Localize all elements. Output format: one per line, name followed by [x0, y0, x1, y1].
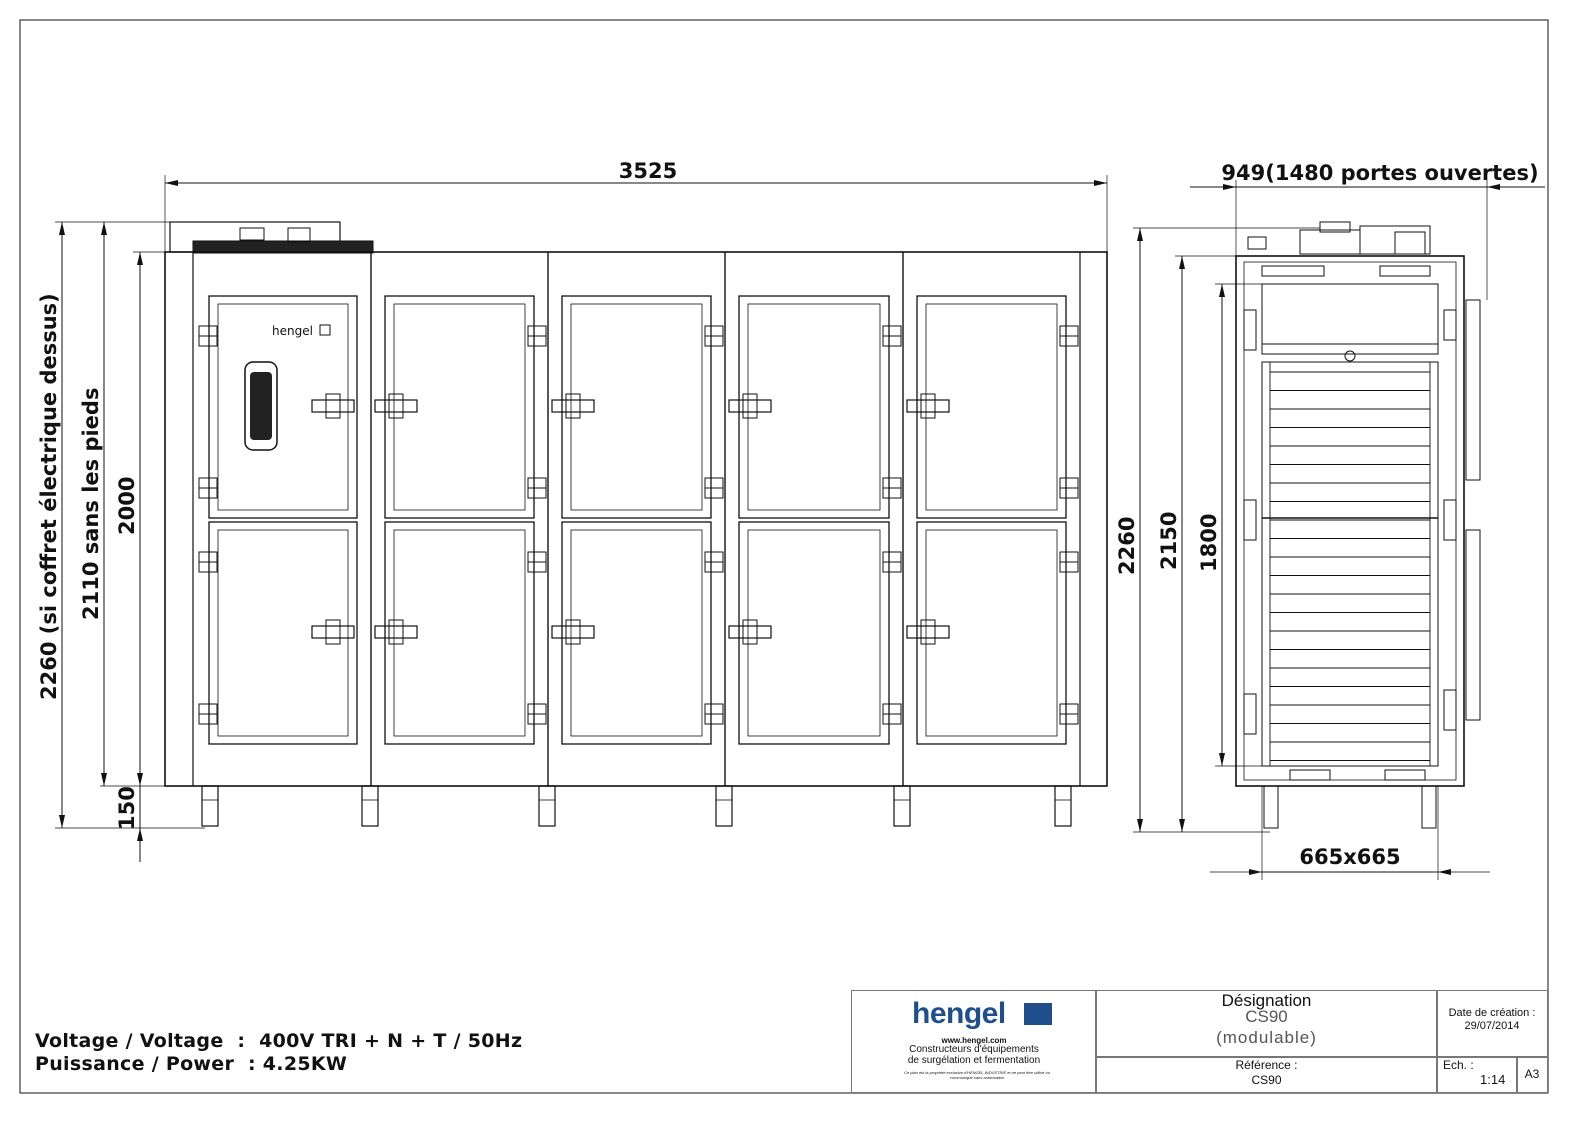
title-block-format — [1516, 1056, 1548, 1093]
foot — [362, 786, 378, 826]
spec-voltage: Voltage / Voltage : 400V TRI + N + T / 50Hz — [35, 1030, 523, 1052]
logo-mark-icon — [1024, 1003, 1052, 1025]
dim-side-width: 949(1480 portes ouvertes) — [1221, 161, 1539, 185]
title-block-reference — [1095, 1056, 1438, 1093]
scale-value: 1:14 — [1480, 1072, 1506, 1087]
scale-label: Ech. : — [1443, 1058, 1474, 1072]
dim-total-height: 2260 (si coffret électrique dessus) — [37, 293, 61, 700]
designation-value: CS90 — [1245, 1007, 1288, 1026]
foot — [539, 786, 555, 826]
foot — [716, 786, 732, 826]
dim-feet: 150 — [115, 786, 139, 830]
title-block-designation — [1095, 990, 1438, 1058]
company-tagline-1: Constructeurs d'équipements — [909, 1044, 1039, 1055]
format-value: A3 — [1524, 1067, 1540, 1081]
side-view — [1236, 222, 1480, 828]
front-view — [165, 222, 1107, 826]
door-panel — [385, 296, 534, 518]
door-panel — [739, 522, 889, 744]
legal-notice: Ce plan est la propriété exclusive d'HENGEL INDUSTRIE et ne peut être utilisé ou communiqué sans autorisation — [904, 1070, 1050, 1080]
door-panel — [739, 296, 889, 518]
title-block-company — [851, 990, 1097, 1093]
date-value: 29/07/2014 — [1464, 1020, 1520, 1032]
reference-label: Référence : — [1235, 1058, 1298, 1072]
dim-side-mid: 2150 — [1157, 511, 1181, 570]
company-tagline-2: de surgélation et fermentation — [907, 1055, 1041, 1066]
foot — [202, 786, 218, 826]
dim-base: 665x665 — [1299, 845, 1401, 869]
date-label: Date de création : — [1448, 1007, 1536, 1019]
door-brand-label: hengel — [272, 324, 313, 338]
dim-side-inner: 1800 — [1197, 513, 1221, 572]
door-panel — [917, 296, 1066, 518]
dim-side-total: 2260 — [1115, 516, 1139, 575]
foot — [894, 786, 910, 826]
foot — [1055, 786, 1071, 826]
dim-front-width: 3525 — [618, 159, 678, 183]
dim-no-feet: 2110 sans les pieds — [79, 387, 103, 620]
company-website: www.hengel.com — [941, 1036, 1007, 1045]
designation-label: Désignation — [1221, 991, 1312, 1010]
reference-value: CS90 — [1251, 1073, 1282, 1087]
dim-body-height: 2000 — [115, 476, 139, 535]
door-panel — [917, 522, 1066, 744]
door-panel — [209, 522, 357, 744]
door-panel — [385, 522, 534, 744]
designation-note: (modulable) — [1216, 1028, 1317, 1047]
door-panel — [562, 296, 711, 518]
title-block-date — [1436, 990, 1548, 1058]
title-block-scale — [1436, 1056, 1518, 1093]
company-logo: hengel — [912, 997, 1006, 1030]
door-panel — [562, 522, 711, 744]
front-dimensions — [37, 159, 1107, 862]
spec-power: Puissance / Power : 4.25KW — [35, 1053, 348, 1075]
